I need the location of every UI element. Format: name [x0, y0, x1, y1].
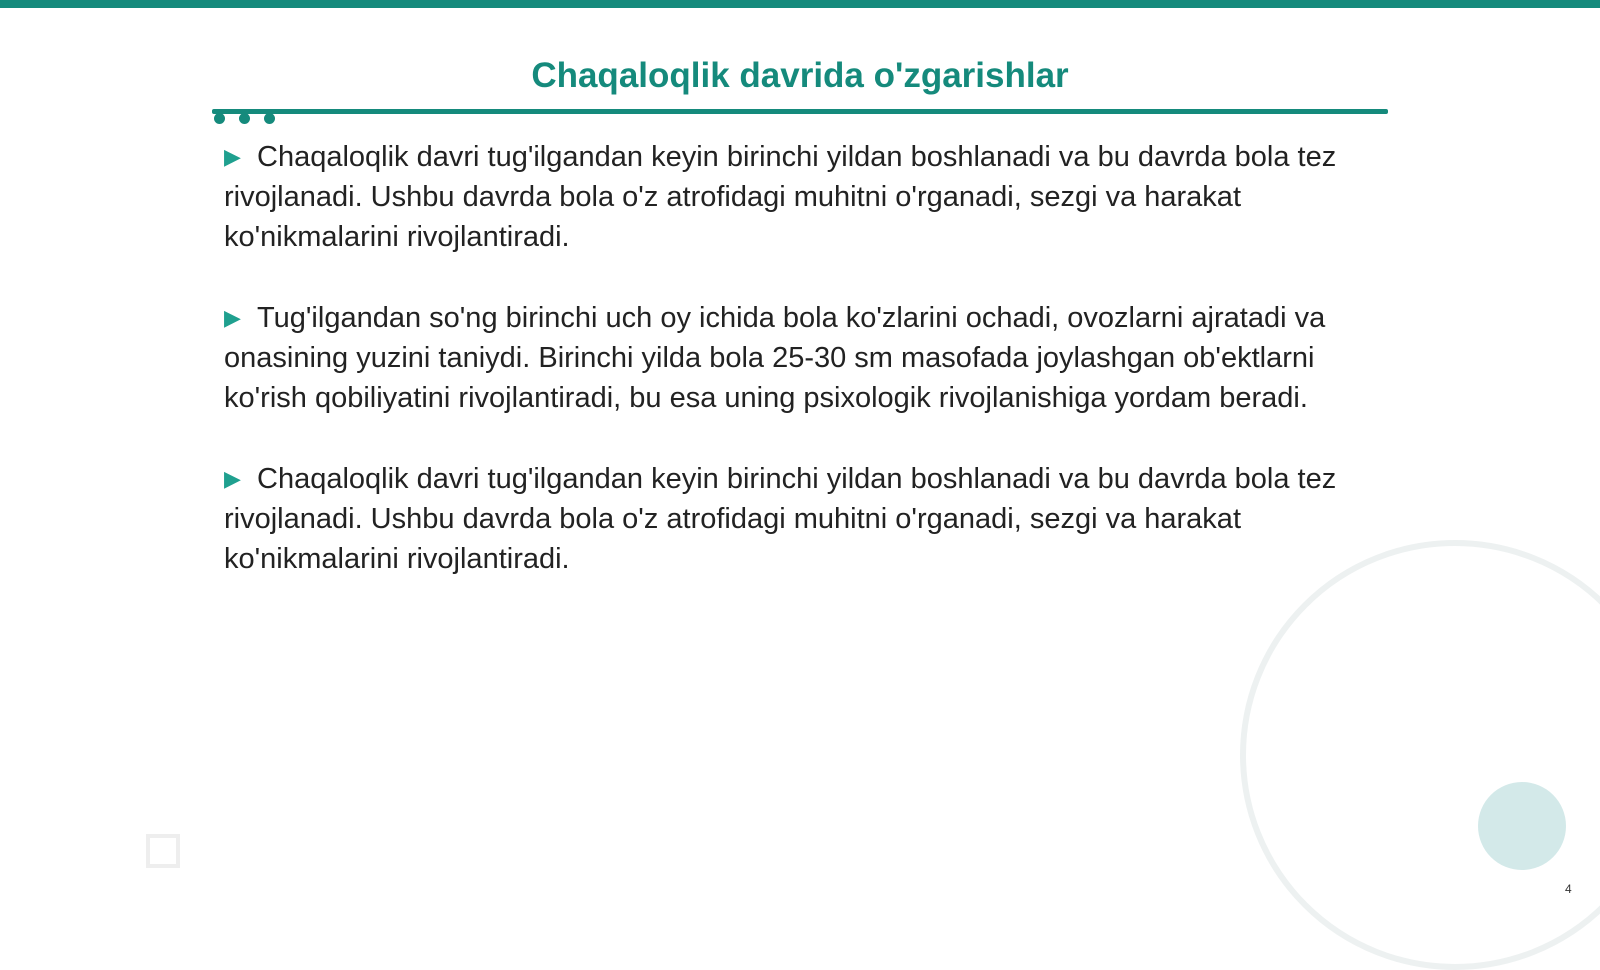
bullet-text: Chaqaloqlik davri tug'ilgandan keyin birinchi yildan boshlanadi va bu davrda bola tez rivojlanadi. Ushbu davrda bola o'z atrofidagi muhitni o'rganadi, sezgi va harakat ko'nikmalarini rivojlantiradi.	[224, 463, 1337, 575]
bullet-item	[224, 137, 1344, 257]
top-accent-bar	[0, 0, 1600, 8]
slide-title: Chaqaloqlik davrida o'zgarishlar	[531, 56, 1069, 95]
bullet-item	[224, 459, 1344, 579]
decor-square-outline	[146, 834, 180, 868]
bullet-item	[224, 298, 1344, 418]
triangle-bullet-icon: ▶	[224, 305, 241, 330]
decor-dot	[214, 113, 225, 124]
bullet-list	[224, 137, 1344, 620]
bullet-text: Tug'ilgandan so'ng birinchi uch oy ichida bola ko'zlarini ochadi, ovozlarni ajratadi va onasining yuzini taniydi. Birinchi yilda bola 25-30 sm masofada joylashgan ob'ektlarni ko'rish qobiliyatini rivojlantiradi, bu esa uning psixologik rivojlanishiga yordam beradi.	[224, 302, 1326, 414]
triangle-bullet-icon: ▶	[224, 144, 241, 169]
triangle-bullet-icon: ▶	[224, 466, 241, 491]
page-number: 4	[1565, 882, 1572, 896]
decor-dot	[239, 113, 250, 124]
bullet-text: Chaqaloqlik davri tug'ilgandan keyin birinchi yildan boshlanadi va bu davrda bola tez rivojlanadi. Ushbu davrda bola o'z atrofidagi muhitni o'rganadi, sezgi va harakat ko'nikmalarini rivojlantiradi.	[224, 141, 1337, 253]
title-underline	[212, 109, 1388, 114]
decor-dot	[264, 113, 275, 124]
decor-circle-filled	[1478, 782, 1566, 870]
